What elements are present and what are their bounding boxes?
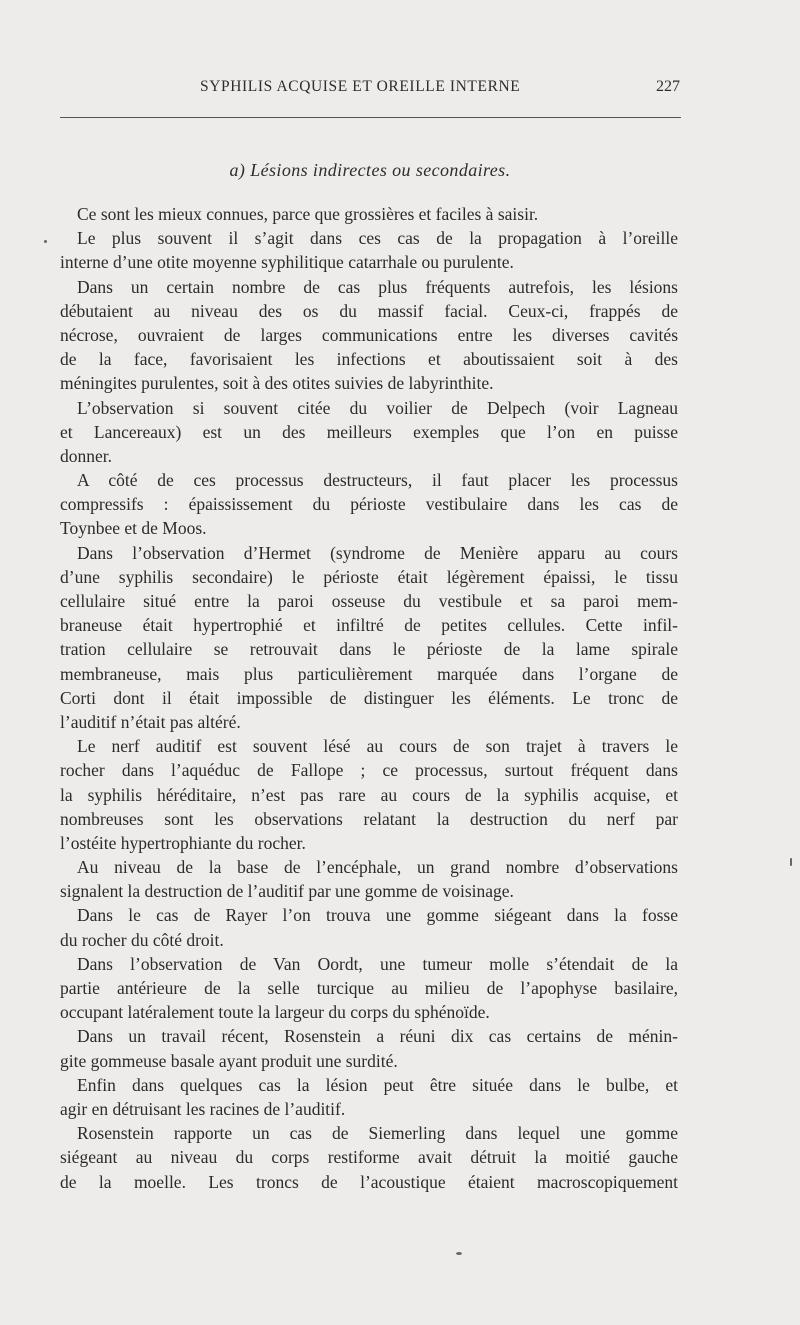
text-line: compressifs : épaississement du périoste vestibulaire dans les cas de (60, 494, 678, 515)
text-line: Au niveau de la base de l’encéphale, un grand nombre d’observations (77, 857, 678, 878)
text-line: signalent la destruction de l’auditif par une gomme de voisinage. (60, 881, 514, 902)
text-line: méningites purulentes, soit à des otites suivies de labyrinthite. (60, 373, 494, 394)
text-line: de la face, favorisaient les infections et aboutissaient soit à des (60, 349, 678, 370)
margin-speck (44, 240, 47, 243)
text-line: Le plus souvent il s’agit dans ces cas de la propagation à l’oreille (77, 228, 678, 249)
text-line: rocher dans l’aquéduc de Fallope ; ce processus, surtout fréquent dans (60, 760, 678, 781)
text-line: Le nerf auditif est souvent lésé au cours de son trajet à travers le (77, 736, 678, 757)
margin-speck (456, 1252, 462, 1255)
text-line: et Lancereaux) est un des meilleurs exemples que l’on en puisse (60, 421, 678, 442)
text-line: Rosenstein rapporte un cas de Siemerling dans lequel une gomme (77, 1123, 678, 1144)
text-line: siégeant au niveau du corps restiforme avait détruit la moitié gauche (60, 1147, 678, 1168)
page-number: 227 (656, 78, 680, 95)
text-line: Corti dont il était impossible de distinguer les éléments. Le tronc de (60, 687, 678, 708)
text-line: Dans un certain nombre de cas plus fréquents autrefois, les lésions (77, 276, 678, 297)
text-line: membraneuse, mais plus particulièrement marquée dans l’organe de (60, 663, 678, 684)
header-rule (60, 117, 681, 118)
text-line: L’observation si souvent citée du voilier de Delpech (voir Lagneau (77, 397, 678, 418)
text-line: l’ostéite hypertrophiante du rocher. (60, 832, 306, 853)
text-line: d’une syphilis secondaire) le périoste était légèrement épaissi, le tissu (60, 566, 678, 587)
text-line: agir en détruisant les racines de l’auditif. (60, 1098, 346, 1119)
text-line: Enfin dans quelques cas la lésion peut être située dans le bulbe, et (77, 1074, 678, 1095)
running-head (60, 78, 680, 100)
text-line: interne d’une otite moyenne syphilitique catarrhale ou purulente. (60, 252, 514, 273)
margin-speck (790, 858, 792, 866)
text-line: du rocher du côté droit. (60, 929, 224, 950)
text-line: de la moelle. Les troncs de l’acoustique étaient macroscopiquement (60, 1171, 678, 1192)
text-line: Dans le cas de Rayer l’on trouva une gomme siégeant dans la fosse (77, 905, 678, 926)
text-line: donner. (60, 445, 113, 466)
text-line: A côté de ces processus destructeurs, il faut placer les processus (77, 470, 678, 491)
text-line: Ce sont les mieux connues, parce que grossières et faciles à saisir. (77, 204, 539, 224)
text-line: Toynbee et de Moos. (60, 518, 207, 539)
text-line: gite gommeuse basale ayant produit une surdité. (60, 1050, 398, 1071)
text-line: occupant latéralement toute la largeur du corps du sphénoïde. (60, 1002, 490, 1023)
text-line: Dans un travail récent, Rosenstein a réuni dix cas certains de ménin- (77, 1026, 678, 1047)
text-line: la syphilis héréditaire, n’est pas rare au cours de la syphilis acquise, et (60, 784, 678, 805)
text-line: cellulaire situé entre la paroi osseuse du vestibule et sa paroi mem- (60, 591, 678, 611)
text-line: braneuse était hypertrophié et infiltré de petites cellules. Cette infil- (60, 615, 678, 636)
text-line: partie antérieure de la selle turcique au milieu de l’apophyse basilaire, (60, 978, 678, 998)
section-heading: a) Lésions indirectes ou secondaires. (229, 160, 511, 180)
text-line: l’auditif n’était pas altéré. (60, 711, 241, 732)
text-line: débutaient au niveau des os du massif facial. Ceux-ci, frappés de (60, 300, 678, 321)
text-line: tration cellulaire se retrouvait dans le périoste de la lame spirale (60, 639, 678, 660)
text-line: nombreuses sont les observations relatant la destruction du nerf par (60, 808, 678, 829)
text-line: nécrose, ouvraient de larges communications entre les diverses cavités (60, 324, 678, 345)
text-line: Dans l’observation d’Hermet (syndrome de Menière apparu au cours (77, 542, 678, 563)
text-line: Dans l’observation de Van Oordt, une tumeur molle s’étendait de la (77, 953, 678, 974)
body-text (60, 202, 678, 1194)
running-title: SYPHILIS ACQUISE ET OREILLE INTERNE (200, 78, 521, 95)
